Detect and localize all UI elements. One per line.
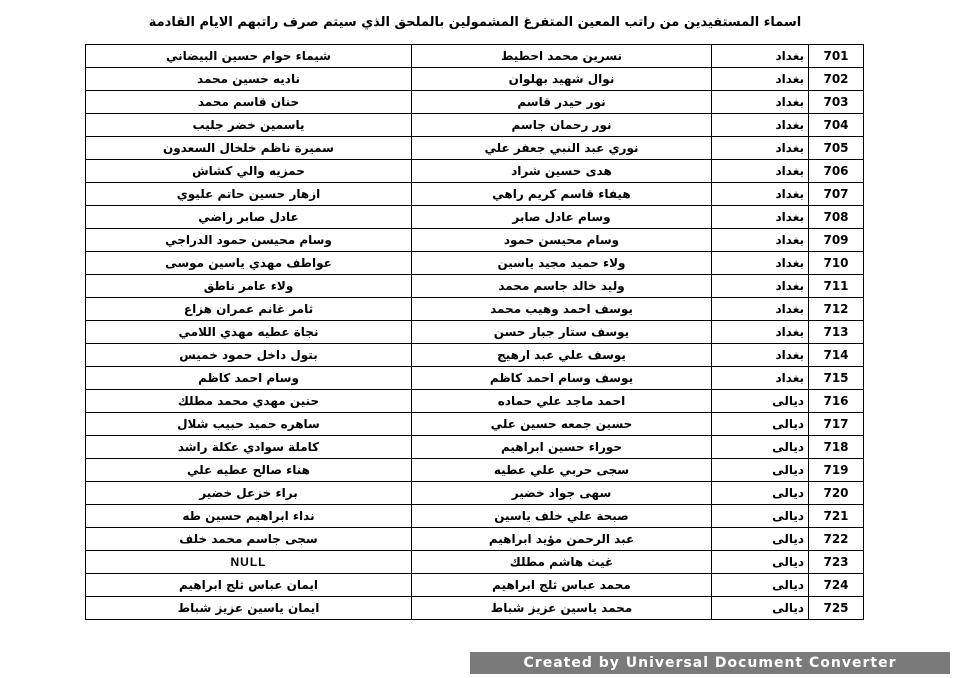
table-row xyxy=(86,390,864,413)
table-row xyxy=(86,367,864,390)
row-number-cell: 716 xyxy=(809,390,864,413)
row-number-cell: 712 xyxy=(809,298,864,321)
governorate-cell: بغداد xyxy=(712,160,809,183)
governorate-cell: بغداد xyxy=(712,321,809,344)
table-row xyxy=(86,114,864,137)
row-number-cell: 703 xyxy=(809,91,864,114)
row-number-cell: 715 xyxy=(809,367,864,390)
table-row xyxy=(86,183,864,206)
beneficiary-name-cell: محمد ياسين عزيز شباط xyxy=(412,597,712,620)
table-row xyxy=(86,413,864,436)
governorate-cell: بغداد xyxy=(712,275,809,298)
table-row xyxy=(86,252,864,275)
watermark-banner: Created by Universal Document Converter xyxy=(470,652,950,674)
table-row xyxy=(86,528,864,551)
beneficiary-name-cell: يوسف احمد وهيب محمد xyxy=(412,298,712,321)
row-number-cell: 721 xyxy=(809,505,864,528)
row-number-cell: 701 xyxy=(809,45,864,68)
second-name-cell: وسام احمد كاظم xyxy=(86,367,412,390)
row-number-cell: 720 xyxy=(809,482,864,505)
beneficiary-name-cell: وليد خالد جاسم محمد xyxy=(412,275,712,298)
table-row xyxy=(86,68,864,91)
governorate-cell: ديالى xyxy=(712,413,809,436)
table-row xyxy=(86,229,864,252)
second-name-cell: سجى جاسم محمد خلف xyxy=(86,528,412,551)
beneficiary-name-cell: ولاء حميد مجيد ياسين xyxy=(412,252,712,275)
beneficiary-name-cell: يوسف وسام احمد كاظم xyxy=(412,367,712,390)
second-name-cell: سميرة ناظم خلخال السعدون xyxy=(86,137,412,160)
row-number-cell: 706 xyxy=(809,160,864,183)
governorate-cell: بغداد xyxy=(712,298,809,321)
beneficiary-name-cell: صبحة علي خلف ياسين xyxy=(412,505,712,528)
second-name-cell: NULL xyxy=(86,551,412,574)
governorate-cell: ديالى xyxy=(712,390,809,413)
table-row xyxy=(86,344,864,367)
governorate-cell: بغداد xyxy=(712,252,809,275)
table-body xyxy=(86,45,864,620)
second-name-cell: براء خزعل خضير xyxy=(86,482,412,505)
table-row xyxy=(86,459,864,482)
second-name-cell: ساهره حميد حبيب شلال xyxy=(86,413,412,436)
second-name-cell: عواطف مهدي ياسين موسى xyxy=(86,252,412,275)
table-row xyxy=(86,505,864,528)
table-row xyxy=(86,206,864,229)
beneficiary-name-cell: عبد الرحمن مؤيد ابراهيم xyxy=(412,528,712,551)
row-number-cell: 725 xyxy=(809,597,864,620)
second-name-cell: ازهار حسين حاتم عليوي xyxy=(86,183,412,206)
governorate-cell: ديالى xyxy=(712,459,809,482)
table-row xyxy=(86,574,864,597)
governorate-cell: بغداد xyxy=(712,114,809,137)
second-name-cell: ايمان عباس ثلج ابراهيم xyxy=(86,574,412,597)
row-number-cell: 722 xyxy=(809,528,864,551)
row-number-cell: 702 xyxy=(809,68,864,91)
second-name-cell: كاملة سوادي عكلة راشد xyxy=(86,436,412,459)
second-name-cell: حمزيه والي كشاش xyxy=(86,160,412,183)
governorate-cell: ديالى xyxy=(712,551,809,574)
row-number-cell: 723 xyxy=(809,551,864,574)
row-number-cell: 705 xyxy=(809,137,864,160)
governorate-cell: ديالى xyxy=(712,482,809,505)
row-number-cell: 713 xyxy=(809,321,864,344)
governorate-cell: ديالى xyxy=(712,436,809,459)
second-name-cell: ناديه حسين محمد xyxy=(86,68,412,91)
beneficiary-name-cell: نوري عبد النبي جعفر علي xyxy=(412,137,712,160)
governorate-cell: بغداد xyxy=(712,68,809,91)
second-name-cell: ايمان ياسين عزيز شباط xyxy=(86,597,412,620)
second-name-cell: ولاء عامر ناطق xyxy=(86,275,412,298)
beneficiary-name-cell: سجى حربي علي عطيه xyxy=(412,459,712,482)
governorate-cell: ديالى xyxy=(712,597,809,620)
beneficiary-name-cell: هيفاء قاسم كريم راهي xyxy=(412,183,712,206)
table-row xyxy=(86,597,864,620)
second-name-cell: حنان قاسم محمد xyxy=(86,91,412,114)
table-row xyxy=(86,436,864,459)
beneficiary-name-cell: نسرين محمد احطيط xyxy=(412,45,712,68)
row-number-cell: 719 xyxy=(809,459,864,482)
beneficiary-name-cell: سهى جواد خضير xyxy=(412,482,712,505)
row-number-cell: 724 xyxy=(809,574,864,597)
governorate-cell: بغداد xyxy=(712,206,809,229)
beneficiary-name-cell: نور رحمان جاسم xyxy=(412,114,712,137)
row-number-cell: 710 xyxy=(809,252,864,275)
row-number-cell: 718 xyxy=(809,436,864,459)
table-row xyxy=(86,45,864,68)
beneficiary-name-cell: هدى حسين شراد xyxy=(412,160,712,183)
second-name-cell: وسام محيسن حمود الدراجي xyxy=(86,229,412,252)
beneficiary-name-cell: حوراء حسين ابراهيم xyxy=(412,436,712,459)
row-number-cell: 704 xyxy=(809,114,864,137)
second-name-cell: شيماء حوام حسين البيضاني xyxy=(86,45,412,68)
table-row xyxy=(86,137,864,160)
second-name-cell: نداء ابراهيم حسين طه xyxy=(86,505,412,528)
governorate-cell: بغداد xyxy=(712,91,809,114)
governorate-cell: ديالى xyxy=(712,528,809,551)
beneficiary-name-cell: يوسف علي عبد ارهيج xyxy=(412,344,712,367)
table-row xyxy=(86,321,864,344)
row-number-cell: 714 xyxy=(809,344,864,367)
beneficiaries-table xyxy=(85,44,864,620)
second-name-cell: هناء صالح عطيه علي xyxy=(86,459,412,482)
second-name-cell: بتول داخل حمود خميس xyxy=(86,344,412,367)
governorate-cell: بغداد xyxy=(712,367,809,390)
governorate-cell: ديالى xyxy=(712,574,809,597)
beneficiary-name-cell: يوسف ستار جبار حسن xyxy=(412,321,712,344)
governorate-cell: بغداد xyxy=(712,45,809,68)
second-name-cell: حنين مهدي محمد مطلك xyxy=(86,390,412,413)
row-number-cell: 717 xyxy=(809,413,864,436)
beneficiary-name-cell: غيث هاشم مطلك xyxy=(412,551,712,574)
document-title: اسماء المستفيدين من راتب المعين المتفرغ المشمولين بالملحق الذي سيتم صرف راتبهم الايام القادمة xyxy=(148,15,802,30)
table-row xyxy=(86,275,864,298)
governorate-cell: بغداد xyxy=(712,229,809,252)
table-row xyxy=(86,482,864,505)
row-number-cell: 711 xyxy=(809,275,864,298)
table-row xyxy=(86,160,864,183)
beneficiary-name-cell: وسام محيسن حمود xyxy=(412,229,712,252)
second-name-cell: ياسمين خضر جليب xyxy=(86,114,412,137)
beneficiary-name-cell: حسين جمعه حسين علي xyxy=(412,413,712,436)
row-number-cell: 708 xyxy=(809,206,864,229)
table-row xyxy=(86,551,864,574)
beneficiary-name-cell: نور حيدر قاسم xyxy=(412,91,712,114)
beneficiary-name-cell: محمد عباس ثلج ابراهيم xyxy=(412,574,712,597)
governorate-cell: بغداد xyxy=(712,183,809,206)
governorate-cell: بغداد xyxy=(712,344,809,367)
second-name-cell: عادل صابر راضي xyxy=(86,206,412,229)
governorate-cell: ديالى xyxy=(712,505,809,528)
second-name-cell: ثامر غانم عمران هزاع xyxy=(86,298,412,321)
table-row xyxy=(86,91,864,114)
table-row xyxy=(86,298,864,321)
beneficiary-name-cell: وسام عادل صابر xyxy=(412,206,712,229)
row-number-cell: 709 xyxy=(809,229,864,252)
beneficiary-name-cell: احمد ماجد علي حماده xyxy=(412,390,712,413)
governorate-cell: بغداد xyxy=(712,137,809,160)
row-number-cell: 707 xyxy=(809,183,864,206)
second-name-cell: نجاة عطيه مهدي اللامي xyxy=(86,321,412,344)
beneficiary-name-cell: نوال شهيد بهلوان xyxy=(412,68,712,91)
